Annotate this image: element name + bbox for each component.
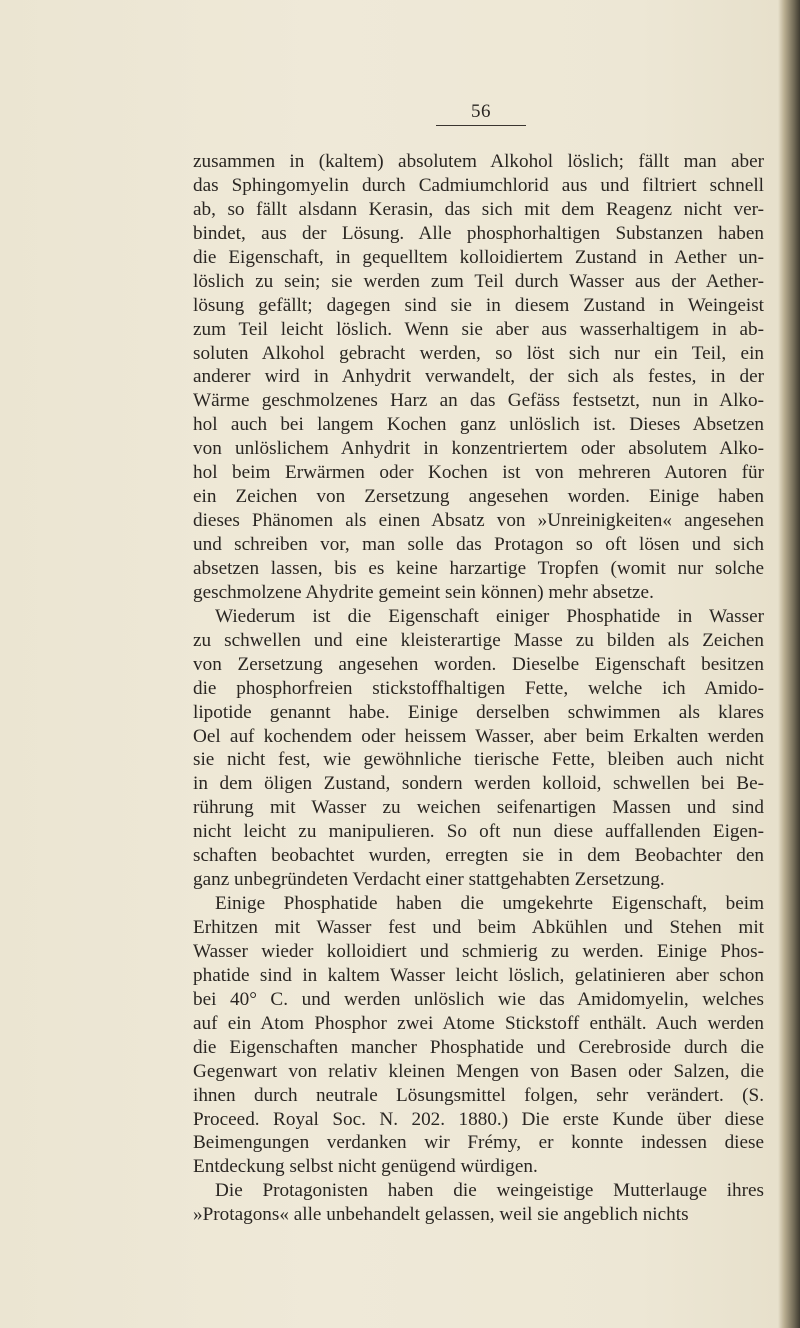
paragraph xyxy=(193,892,764,1179)
text-line: die Eigenschaft, in gequelltem kolloidiertem Zustand in Aether un- xyxy=(193,246,764,268)
text-line: zum Teil leicht löslich. Wenn sie aber aus wasserhaltigem in ab- xyxy=(193,318,764,340)
text-line: Entdeckung selbst nicht genügend würdigen. xyxy=(193,1156,538,1178)
text-line: soluten Alkohol gebracht werden, so löst sich nur ein Teil, ein xyxy=(193,342,764,364)
text-line: absetzen lassen, bis es keine harzartige Tropfen (womit nur solche xyxy=(193,557,764,579)
text-line: löslich zu sein; sie werden zum Teil durch Wasser aus der Aether- xyxy=(193,270,764,292)
text-line: von Zersetzung angesehen worden. Dieselbe Eigenschaft besitzen xyxy=(193,653,764,675)
text-line: zusammen in (kaltem) absolutem Alkohol löslich; fällt man aber xyxy=(193,151,764,172)
text-line: in dem öligen Zustand, sondern werden kolloid, schwellen bei Be- xyxy=(193,773,764,795)
text-line: Wiederum ist die Eigenschaft einiger Phosphatide in Wasser xyxy=(215,605,764,627)
text-line: Einige Phosphatide haben die umgekehrte Eigenschaft, beim xyxy=(215,893,764,915)
text-line: das Sphingomyelin durch Cadmiumchlorid aus und filtriert schnell xyxy=(193,174,764,196)
text-line: die phosphorfreien stickstoffhaltigen Fette, welche ich Amido- xyxy=(193,677,764,699)
text-line: schaften beobachtet wurden, erregten sie in dem Beobachter den xyxy=(193,845,764,867)
text-line: ein Zeichen von Zersetzung angesehen worden. Einige haben xyxy=(193,486,764,508)
text-line: rührung mit Wasser zu weichen seifenartigen Massen und sind xyxy=(193,797,764,819)
text-line: ihnen durch neutrale Lösungsmittel folgen, sehr verändert. (S. xyxy=(193,1084,764,1106)
text-line: lipotide genannt habe. Einige derselben schwimmen als klares xyxy=(193,701,764,723)
paragraph xyxy=(193,605,764,892)
text-line: geschmolzene Ahydrite gemeint sein können) mehr absetze. xyxy=(193,581,654,603)
text-line: bindet, aus der Lösung. Alle phosphorhaltigen Substanzen haben xyxy=(193,222,764,244)
text-line: ganz unbegründeten Verdacht einer stattgehabten Zersetzung. xyxy=(193,869,665,891)
text-line: Erhitzen mit Wasser fest und beim Abkühlen und Stehen mit xyxy=(193,917,764,938)
text-line: nicht leicht zu manipulieren. So oft nun diese auffallenden Eigen- xyxy=(193,821,764,843)
text-line: Die Protagonisten haben die weingeistige Mutterlauge ihres xyxy=(215,1180,764,1202)
text-line: phatide sind in kaltem Wasser leicht löslich, gelatinieren aber schon xyxy=(193,964,764,986)
text-line: zu schwellen und eine kleisterartige Masse zu bilden als Zeichen xyxy=(193,629,764,651)
text-line: Oel auf kochendem oder heissem Wasser, aber beim Erkalten werden xyxy=(193,725,764,747)
text-line: »Protagons« alle unbehandelt gelassen, weil sie angeblich nichts xyxy=(193,1204,689,1226)
text-line: hol auch bei langem Kochen ganz unlöslich ist. Dieses Absetzen xyxy=(193,414,764,436)
text-line: auf ein Atom Phosphor zwei Atome Stickstoff enthält. Auch werden xyxy=(193,1012,764,1034)
text-line: ab, so fällt alsdann Kerasin, das sich mit dem Reagenz nicht ver- xyxy=(193,198,764,220)
text-line: Proceed. Royal Soc. N. 202. 1880.) Die erste Kunde über diese xyxy=(193,1108,764,1130)
text-line: dieses Phänomen als einen Absatz von »Unreinigkeiten« angesehen xyxy=(193,510,764,532)
text-line: Wasser wieder kolloidiert und schmierig zu werden. Einige Phos- xyxy=(193,940,764,962)
paragraph xyxy=(193,1179,764,1227)
text-line: die Eigenschaften mancher Phosphatide und Cerebroside durch die xyxy=(193,1036,764,1058)
text-line: Beimengungen verdanken wir Frémy, er konnte indessen diese xyxy=(193,1132,764,1154)
text-line: Gegenwart von relativ kleinen Mengen von Basen oder Salzen, die xyxy=(193,1060,764,1082)
text-line: von unlöslichem Anhydrit in konzentriertem oder absolutem Alko- xyxy=(193,438,764,460)
text-line: Wärme geschmolzenes Harz an das Gefäss festsetzt, nun in Alko- xyxy=(193,390,764,412)
text-line: und schreiben vor, man solle das Protagon so oft lösen und sich xyxy=(193,534,764,555)
page-edge-shadow xyxy=(778,0,800,1328)
text-line: anderer wird in Anhydrit verwandelt, der sich als festes, in der xyxy=(193,366,764,388)
text-line: lösung gefällt; dagegen sind sie in diesem Zustand in Weingeist xyxy=(193,294,764,316)
page-number: 56 xyxy=(436,101,526,126)
text-line: bei 40° C. und werden unlöslich wie das Amidomyelin, welches xyxy=(193,988,764,1010)
body-text xyxy=(193,150,764,1227)
text-line: hol beim Erwärmen oder Kochen ist von mehreren Autoren für xyxy=(193,462,764,484)
text-line: sie nicht fest, wie gewöhnliche tierische Fette, bleiben auch nicht xyxy=(193,749,764,771)
paragraph xyxy=(193,150,764,605)
